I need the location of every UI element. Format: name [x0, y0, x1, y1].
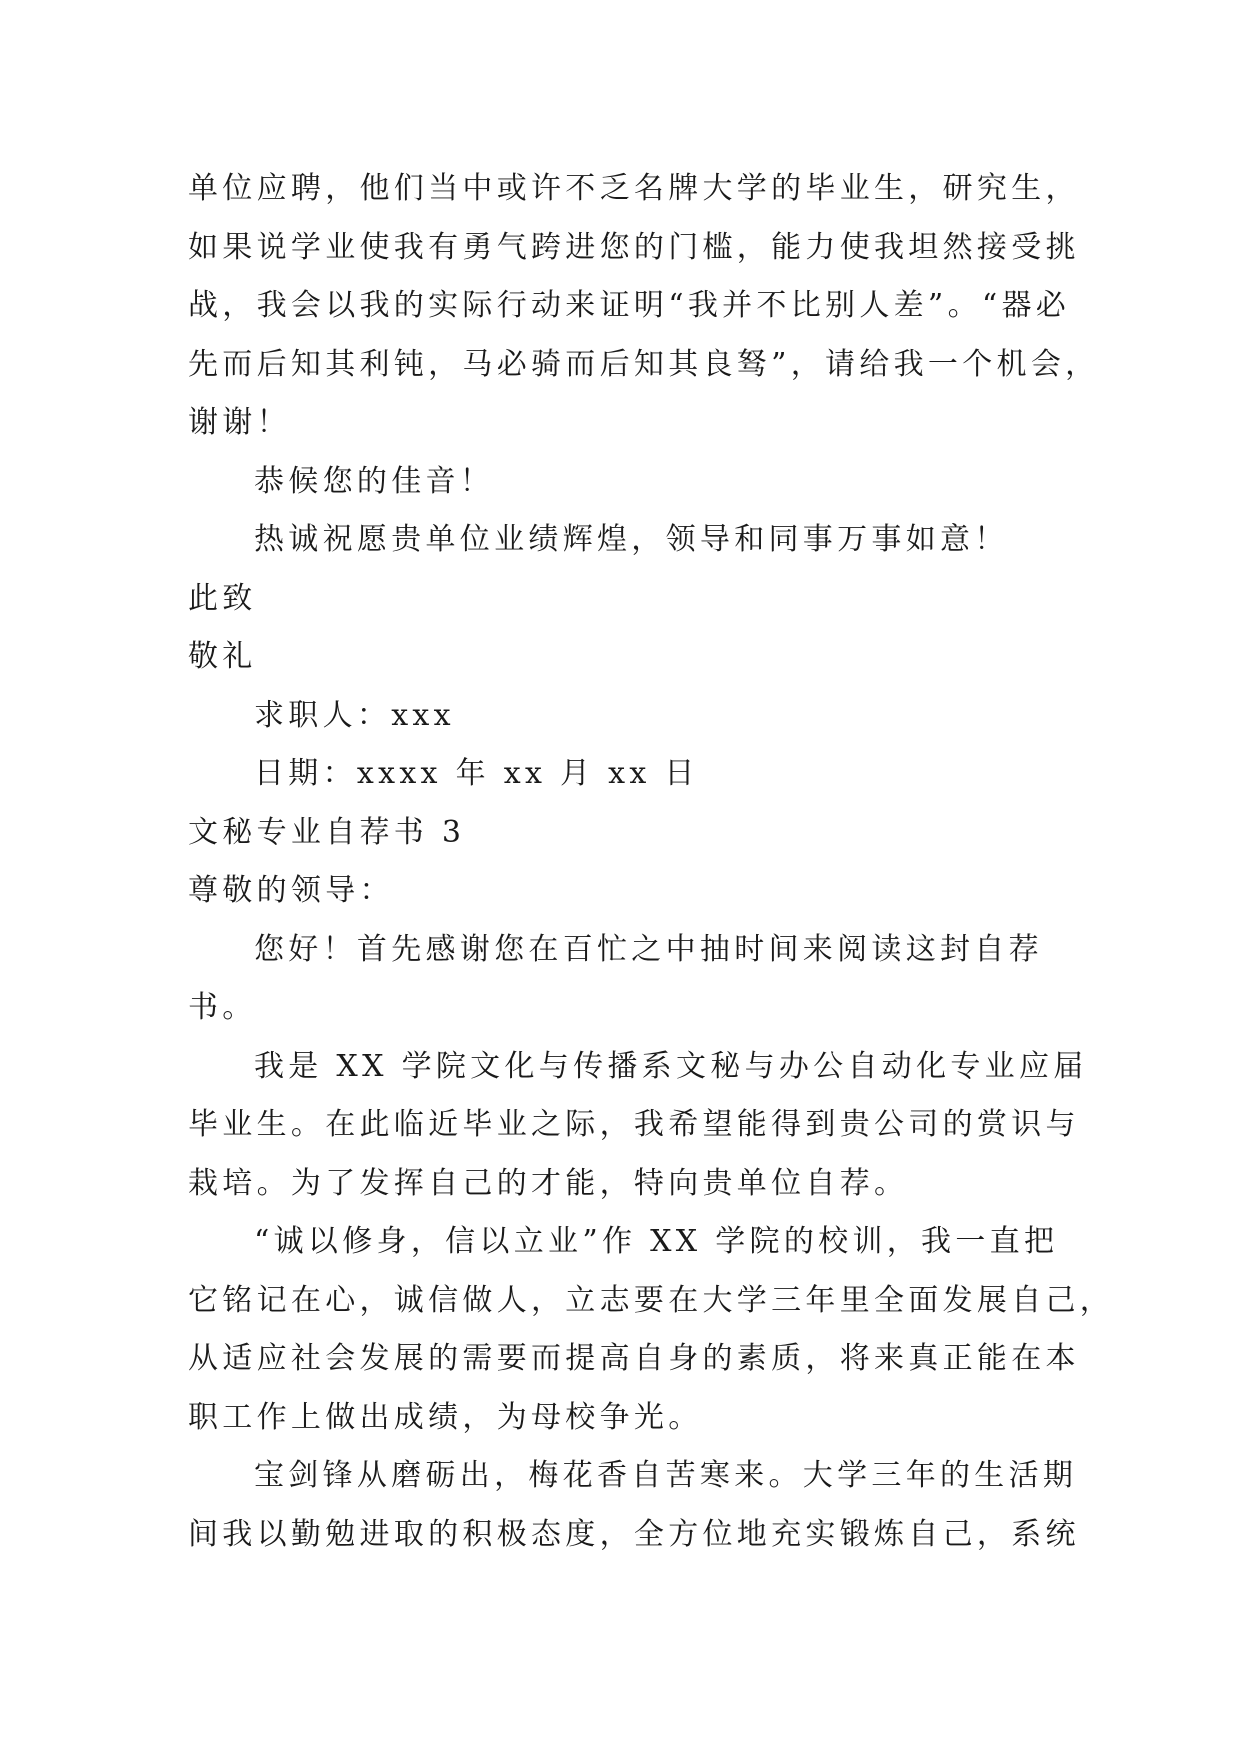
text-line: 求职人：xxx [254, 697, 455, 733]
text-line: 谢谢！ [188, 405, 291, 440]
text-line: 它铭记在心，诚信做人，立志要在大学三年里全面发展自己， [188, 1282, 1115, 1318]
text-line: 战，我会以我的实际行动来证明“我并不比别人差”。“器必 [188, 288, 1071, 323]
text-line: 毕业生。在此临近毕业之际，我希望能得到贵公司的赏识与 [188, 1107, 1080, 1142]
text-line: 职工作上做出成绩，为母校争光。 [188, 1399, 703, 1435]
text-line: 如果说学业使我有勇气跨进您的门槛，能力使我坦然接受挑 [188, 229, 1080, 265]
section-title: 文秘专业自荐书 3 [188, 814, 466, 850]
text-line: 此致 [188, 580, 257, 616]
text-line: 敬礼 [188, 639, 257, 674]
text-line: 热诚祝愿贵单位业绩辉煌，领导和同事万事如意！ [254, 522, 1009, 557]
text-line: 日期：xxxx 年 xx 月 xx 日 [254, 756, 699, 791]
document-page [188, 160, 1115, 1564]
text-line: “诚以修身，信以立业”作 XX 学院的校训，我一直把 [254, 1224, 1059, 1259]
salutation: 尊敬的领导： [188, 873, 394, 908]
text-line: 恭候您的佳音！ [254, 463, 495, 499]
text-line: 单位应聘，他们当中或许不乏名牌大学的毕业生，研究生， [188, 171, 1080, 206]
text-line: 栽培。为了发挥自己的才能，特向贵单位自荐。 [188, 1165, 909, 1201]
text-line: 从适应社会发展的需要而提高自身的素质，将来真正能在本 [188, 1341, 1080, 1376]
text-line: 间我以勤勉进取的积极态度，全方位地充实锻炼自己，系统 [188, 1516, 1080, 1552]
text-line: 书。 [188, 990, 257, 1025]
text-line: 宝剑锋从磨砺出，梅花香自苦寒来。大学三年的生活期 [254, 1458, 1078, 1493]
text-line: 我是 XX 学院文化与传播系文秘与办公自动化专业应届 [254, 1048, 1088, 1084]
text-line: 先而后知其利钝，马必骑而后知其良驽”，请给我一个机会， [188, 346, 1100, 382]
text-line: 您好！首先感谢您在百忙之中抽时间来阅读这封自荐 [254, 931, 1043, 967]
